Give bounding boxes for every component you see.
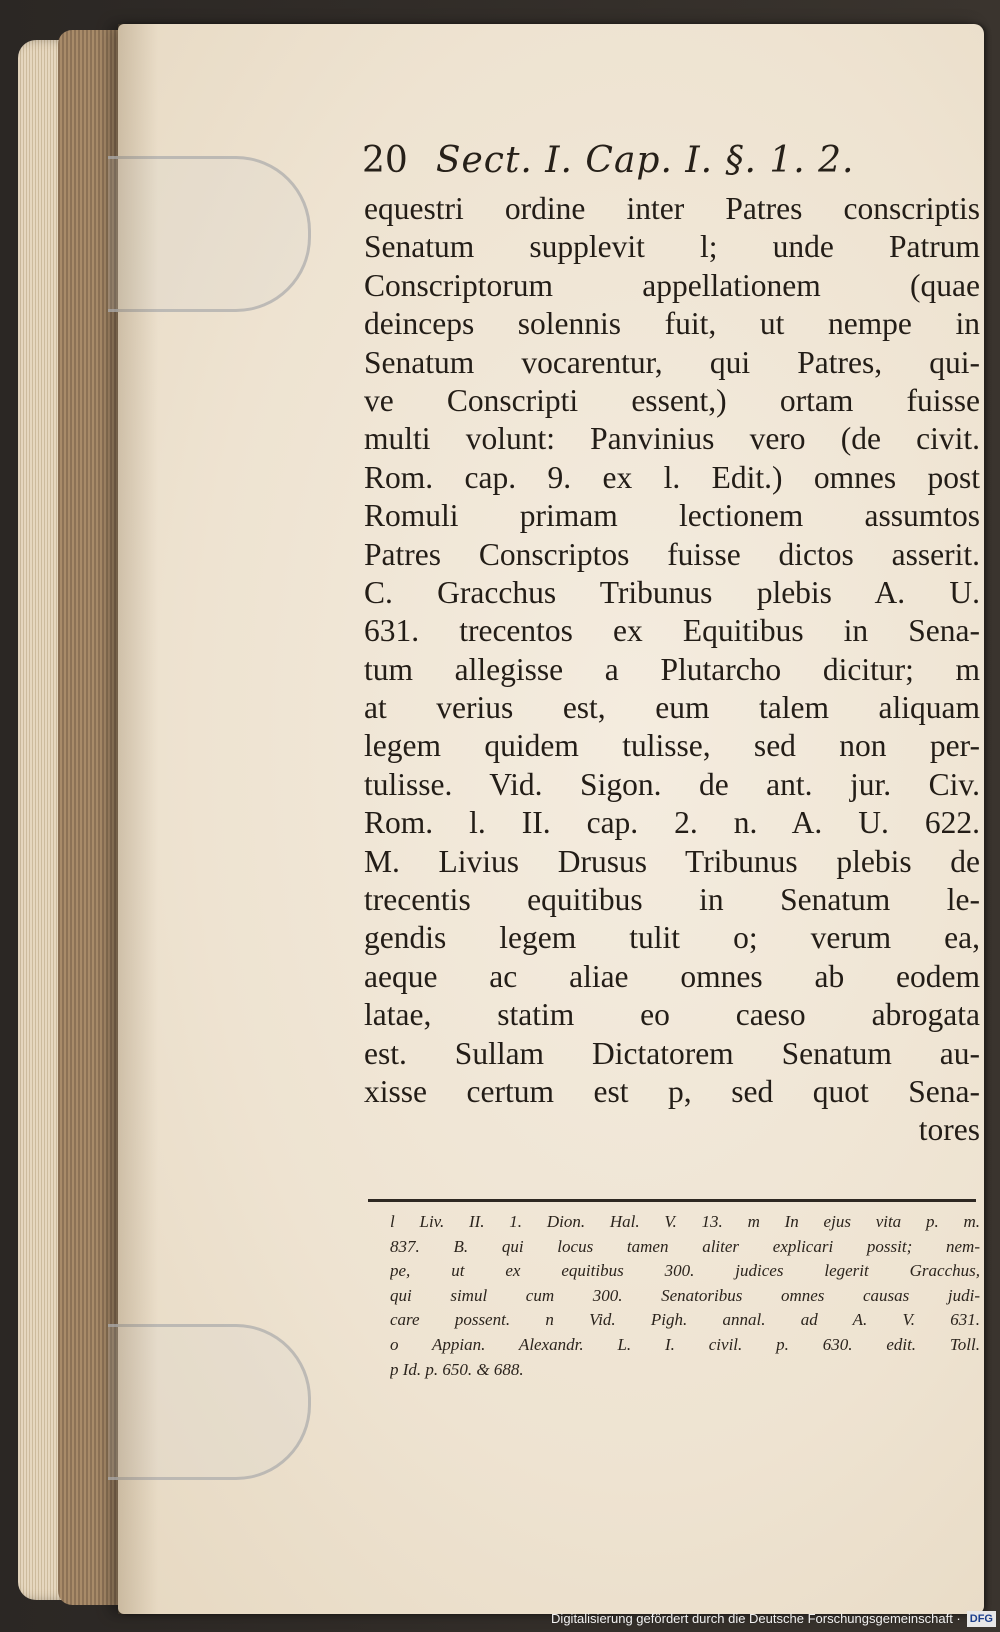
body-text (364, 190, 980, 1150)
text-line: est. Sullam Dictatorem Senatum au- (364, 1035, 980, 1071)
text-line: Conscriptorum appellationem (quae (364, 267, 980, 303)
text-line: C. Gracchus Tribunus plebis A. U. (364, 574, 980, 610)
text-line: Rom. cap. 9. ex l. Edit.) omnes post (364, 459, 980, 495)
text-line: aeque ac aliae omnes ab eodem (364, 958, 980, 994)
text-line: tulisse. Vid. Sigon. de ant. jur. Civ. (364, 766, 980, 802)
page-clip-bottom (108, 1324, 311, 1480)
text-line: deinceps solennis fuit, ut nempe in (364, 306, 980, 342)
text-line: at verius est, eum talem aliquam (364, 690, 980, 726)
footnote-line: l Liv. II. 1. Dion. Hal. V. 13. m In ejus vita p. m. (390, 1212, 980, 1231)
text-line: xisse certum est p, sed quot Sena- (364, 1073, 980, 1109)
text-line: equestri ordine inter Patres conscriptis (364, 191, 980, 226)
text-line: gendis legem tulit o; verum ea, (364, 920, 980, 956)
footnote-rule (368, 1199, 976, 1202)
running-head (362, 140, 982, 186)
footnote-line: o Appian. Alexandr. L. I. civil. p. 630. edit. Toll. (390, 1334, 980, 1354)
text-line: trecentis equitibus in Senatum le- (364, 882, 980, 918)
footnote-line: care possent. n Vid. Pigh. annal. ad A. V. 631. (390, 1310, 980, 1330)
footnote-line: 837. B. qui locus tamen aliter explicari possit; nem- (390, 1236, 980, 1256)
text-line: Rom. l. II. cap. 2. n. A. U. 622. (364, 805, 980, 841)
page-clip-top (108, 156, 311, 312)
text-line: Senatum supplevit l; unde Patrum (364, 229, 980, 265)
text-line: Patres Conscriptos fuisse dictos asserit. (364, 536, 980, 572)
catchword: tores (918, 1112, 980, 1148)
footnotes (390, 1210, 980, 1382)
digitization-stamp (551, 1608, 996, 1630)
text-line: M. Livius Drusus Tribunus plebis de (364, 843, 980, 879)
text-line: Romuli primam lectionem assumtos (364, 498, 980, 534)
text-line: legem quidem tulisse, sed non per- (364, 728, 980, 764)
text-line: tum allegisse a Plutarcho dicitur; m (364, 651, 980, 687)
text-line: latae, statim eo caeso abrogata (364, 997, 980, 1033)
page-number: 20 (362, 140, 408, 181)
text-line: Senatum vocarentur, qui Patres, qui- (364, 344, 980, 380)
footnote-line: p Id. p. 650. & 688. (390, 1359, 524, 1379)
section-reference: Sect. I. Cap. I. §. 1. 2. (435, 140, 855, 181)
dfg-logo: DFG (967, 1611, 996, 1627)
text-line: ve Conscripti essent,) ortam fuisse (364, 382, 980, 418)
footnote-line: qui simul cum 300. Senatoribus omnes causas judi- (390, 1285, 980, 1305)
stamp-text: Digitalisierung gefördert durch die Deutsche Forschungsgemeinschaft · (551, 1611, 961, 1626)
text-line: multi volunt: Panvinius vero (de civit. (364, 421, 980, 457)
footnote-line: pe, ut ex equitibus 300. judices legerit Gracchus, (390, 1261, 980, 1281)
text-line: 631. trecentos ex Equitibus in Sena- (364, 613, 980, 649)
